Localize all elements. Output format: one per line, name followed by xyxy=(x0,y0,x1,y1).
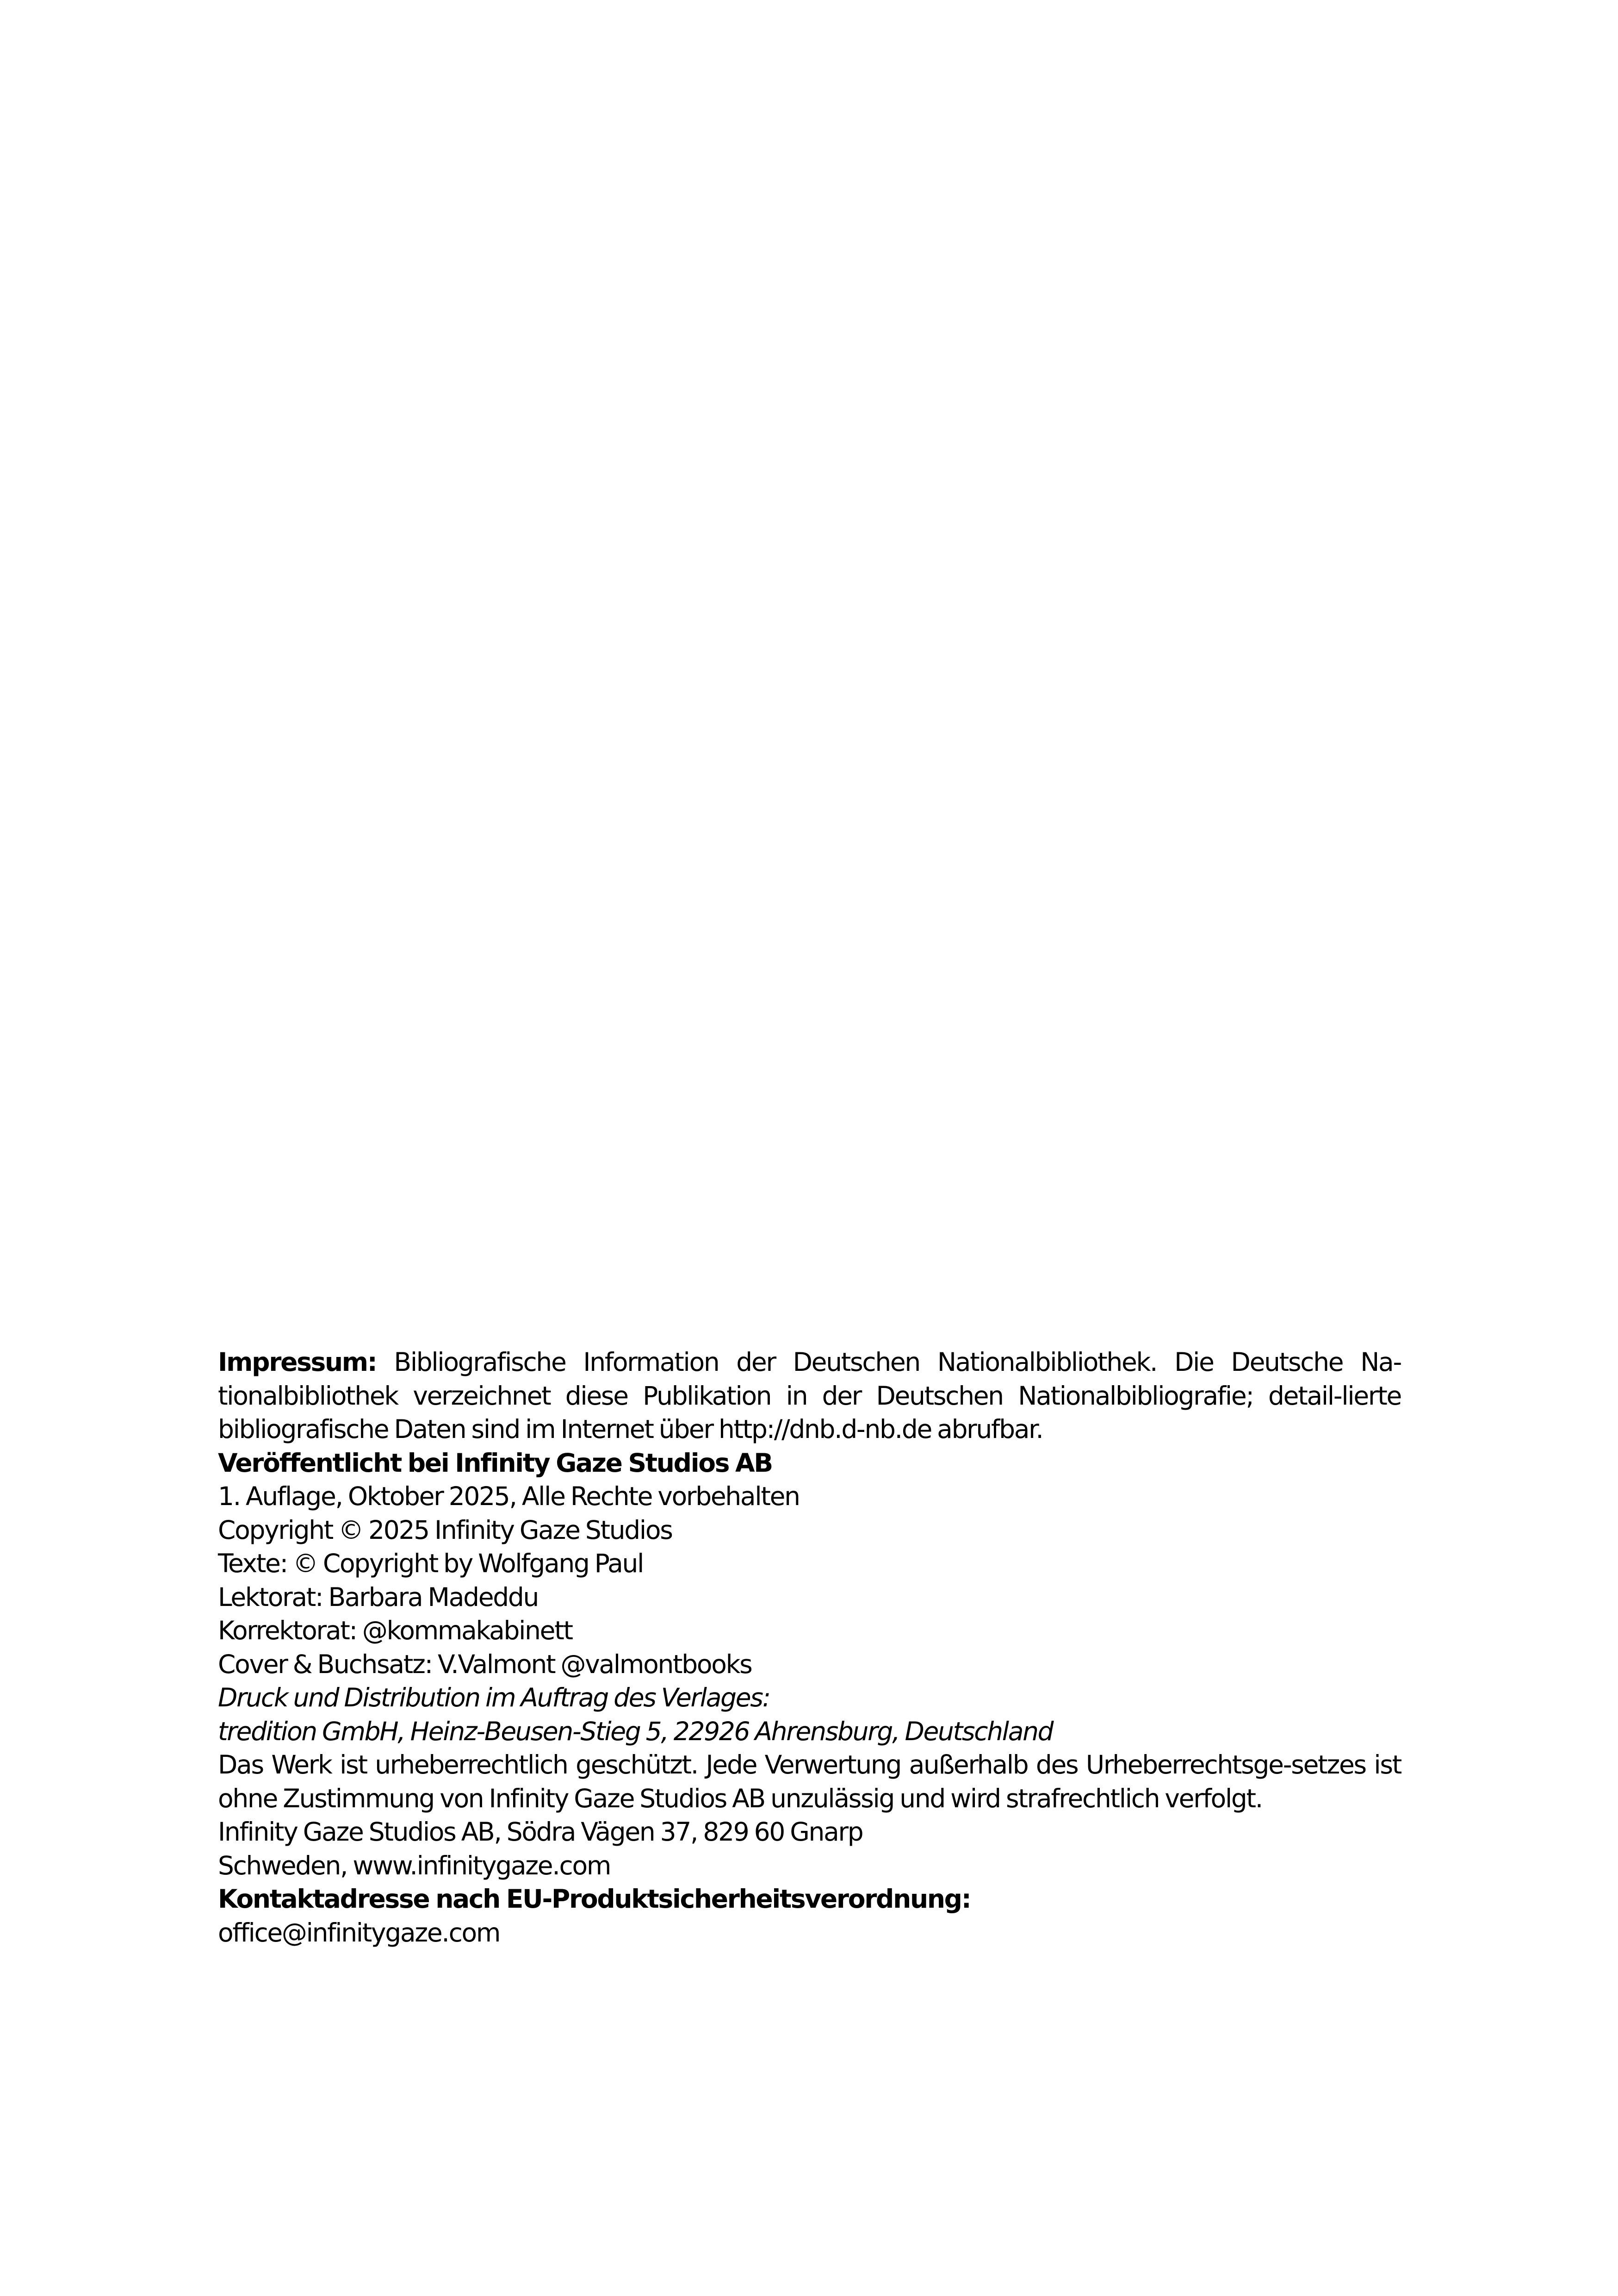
copyright-line: Copyright © 2025 Infinity Gaze Studios xyxy=(218,1515,672,1545)
publisher-address-line-1: Infinity Gaze Studios AB, Södra Vägen 37, 829 60 Gnarp xyxy=(218,1817,863,1847)
editing-credit: Lektorat: Barbara Madeddu xyxy=(218,1582,539,1612)
rights-notice: Das Werk ist urheberrechtlich geschützt. Jede Verwertung außerhalb des Urheberrechtsge-setzes ist ohne Zustimmung von Infinity Gaze Studios AB unzulässig und wird strafrechtlich verfolgt. xyxy=(218,1750,1401,1813)
bibliographic-paragraph xyxy=(218,1345,1401,1446)
print-distribution-address: tredition GmbH, Heinz-Beusen-Stieg 5, 22926 Ahrensburg, Deutschland xyxy=(218,1716,1053,1746)
publisher-line: Veröffentlicht bei Infinity Gaze Studios AB xyxy=(218,1448,772,1478)
bibliographic-text: Bibliografische Information der Deutschen Nationalbibliothek. Die Deutsche Na-tionalbibliothek verzeichnet diese Publikation in der Deutschen Nationalbibliografie; detail-lierte bibliografische Daten sind im Internet über http://dnb.d-nb.de abrufbar. xyxy=(218,1347,1401,1444)
contact-email: office@infinitygaze.com xyxy=(218,1917,500,1948)
edition-line: 1. Auflage, Oktober 2025, Alle Rechte vorbehalten xyxy=(218,1481,800,1511)
imprint-block xyxy=(218,1345,1401,1949)
texts-credit: Texte: © Copyright by Wolfgang Paul xyxy=(218,1549,644,1578)
imprint-label: Impressum: xyxy=(218,1347,377,1377)
publisher-address-line-2: Schweden, www.infinitygaze.com xyxy=(218,1850,611,1880)
cover-typesetting-credit: Cover & Buchsatz: V.Valmont @valmontbooks xyxy=(218,1649,752,1679)
contact-label: Kontaktadresse nach EU-Produktsicherheitsverordnung: xyxy=(218,1884,971,1914)
print-distribution-label: Druck und Distribution im Auftrag des Verlages: xyxy=(218,1683,770,1712)
proofreading-credit: Korrektorat: @kommakabinett xyxy=(218,1616,572,1645)
